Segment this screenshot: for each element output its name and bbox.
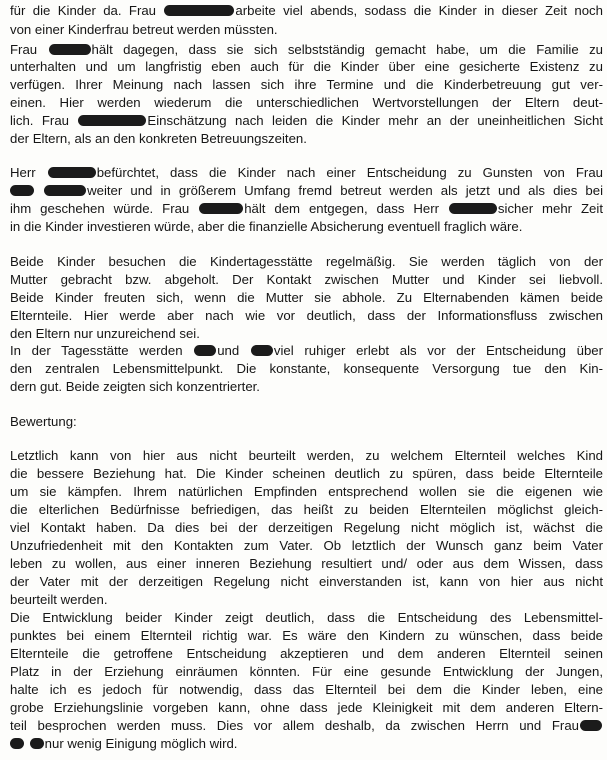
- redaction-bar: [580, 720, 602, 731]
- redaction-bar: [164, 5, 234, 16]
- text-segment: arbeite viel abends, sodass die Kinder in dieser Zeit noch: [235, 3, 603, 18]
- text-line: [10, 59, 603, 76]
- text-segment: für die Kinder da. Frau: [10, 3, 164, 18]
- text-line: [10, 254, 603, 271]
- text-line: [10, 484, 603, 501]
- text-segment: dern gut. Beide zeigten sich konzentrierter.: [10, 379, 260, 394]
- text-segment: befürchtet, dass die Kinder nach einer Entscheidung zu Gunsten von Frau: [96, 165, 603, 180]
- text-segment: den zentralen Lebensmittelpunkt. Die konstante, konsequente Versorgung tue den Kin-: [10, 361, 603, 376]
- text-line: [10, 682, 603, 699]
- text-segment: den Eltern nur unzureichend sei.: [10, 326, 200, 341]
- text-segment: beurteilt werden.: [10, 592, 108, 607]
- text-line: [10, 3, 603, 20]
- text-line: [10, 95, 603, 112]
- text-line: [10, 42, 603, 59]
- redaction-bar: [194, 345, 216, 356]
- text-segment: Einschätzung nach leiden die Kinder mehr an der uneinheitlichen Sicht: [147, 113, 603, 128]
- text-segment: Frau: [10, 42, 48, 57]
- text-line: [10, 165, 603, 182]
- text-line: [10, 448, 603, 465]
- text-line: [10, 343, 603, 360]
- text-segment: Letztlich kann von hier aus nicht beurteilt werden, zu welchem Elternteil welches Kind: [10, 448, 603, 463]
- text-segment: um sie kämpfen. Ihrem natürlichen Empfinden entsprechend wollen sie die eigenen wie: [10, 484, 603, 499]
- text-segment: viel ruhiger erlebt als vor der Entscheidung über: [273, 343, 604, 358]
- text-line: [10, 556, 603, 573]
- text-segment: grobe Erziehungslinie vorgeben kann, ohne dass jede Kleinigkeit mit dem anderen Eltern-: [10, 700, 603, 715]
- text-segment: Platz in der Erziehung einräumen könnten. Für eine gesunde Entwicklung der Jungen,: [10, 664, 603, 679]
- redaction-bar: [251, 345, 273, 356]
- text-line: [10, 664, 603, 681]
- text-segment: einen. Hier werden wiederum die unterschiedlichen Wertvorstellungen der Eltern deut-: [10, 95, 603, 110]
- redaction-bar: [30, 738, 44, 749]
- text-segment: In der Tagesstätte werden: [10, 343, 194, 358]
- text-segment: lich. Frau: [10, 113, 78, 128]
- redaction-bar: [48, 167, 96, 178]
- text-segment: sicher mehr Zeit: [497, 201, 603, 216]
- text-segment: teil besprochen werden muss. Dies vor allem deshalb, da zwischen Herrn und Frau: [10, 718, 579, 733]
- text-line: [10, 326, 603, 343]
- redaction-bar: [199, 203, 243, 214]
- text-segment: Elternteile. Hier werde aber nach wie vor deutlich, dass der Informationsfluss zwischen: [10, 308, 603, 323]
- text-segment: in die Kinder investieren würde, aber die finanzielle Absicherung eventuell fraglich wäre.: [10, 219, 523, 234]
- text-segment: unterhalten und um langfristig eben auch für die Kinder über eine gesicherte Existenz zu: [10, 59, 603, 74]
- text-line: [10, 538, 603, 555]
- text-line: [10, 414, 603, 431]
- text-line: [10, 361, 603, 378]
- redaction-bar: [449, 203, 497, 214]
- text-segment: Beide Kinder freuten sich, wenn die Mutter sie abhole. Zu Elternabenden kämen beide: [10, 290, 603, 305]
- text-line: [10, 379, 603, 396]
- text-segment: der Vater mit der derzeitigen Regelung nicht einverstanden ist, kann von hier aus nicht: [10, 574, 603, 589]
- text-line: [10, 290, 603, 307]
- text-line: [10, 646, 603, 663]
- text-line: [10, 700, 603, 717]
- text-line: [10, 77, 603, 94]
- text-segment: Beide Kinder besuchen die Kindertagesstätte regelmäßig. Sie werden täglich von der: [10, 254, 603, 269]
- text-segment: leben zu wollen, aus einer inneren Beziehung resultiert und/ oder aus dem Wissen, dass: [10, 556, 603, 571]
- text-segment: hält dagegen, dass sie sich selbstständig gemacht habe, um die Familie zu: [91, 42, 603, 57]
- redaction-bar: [49, 44, 91, 55]
- text-segment: Mutter gebracht bzw. abgeholt. Der Kontakt zwischen Mutter und Kinder sei liebvoll.: [10, 272, 603, 287]
- text-segment: und: [217, 343, 250, 358]
- text-segment: Elternteile die getroffene Entscheidung akzeptieren und dem anderen Elternteil seinen: [10, 646, 603, 661]
- text-line: [10, 574, 603, 591]
- text-line: [10, 183, 603, 200]
- text-line: [10, 466, 603, 483]
- text-segment: der Eltern, als an den konkreten Betreuungszeiten.: [10, 131, 307, 146]
- text-line: [10, 219, 603, 236]
- text-segment: die bessere Beziehung hat. Die Kinder scheinen deutlich zu spüren, dass beide Elternteile: [10, 466, 603, 481]
- text-line: [10, 520, 603, 537]
- text-line: [10, 502, 603, 519]
- text-segment: halte ich es jedoch für notwendig, dass das Elternteil bei dem die Kinder leben, eine: [10, 682, 603, 697]
- text-line: [10, 628, 603, 645]
- text-segment: verfügen. Ihrer Meinung nach lassen sich ihre Termine und die Kinderbetreuung gut ver-: [10, 77, 603, 92]
- text-segment: Herr: [10, 165, 47, 180]
- redaction-bar: [10, 738, 24, 749]
- redaction-bar: [44, 185, 86, 196]
- text-line: [10, 610, 603, 627]
- text-segment: von einer Kinderfrau betreut werden müssten.: [10, 22, 278, 37]
- text-line: [10, 201, 603, 218]
- text-line: [10, 22, 603, 39]
- text-line: [10, 131, 603, 148]
- text-segment: nur wenig Einigung möglich wird.: [44, 736, 238, 751]
- text-segment: hält dem entgegen, dass Herr: [244, 201, 448, 216]
- text-segment: ihm geschehen würde. Frau: [10, 201, 199, 216]
- text-line: [10, 718, 603, 735]
- redaction-bar: [10, 185, 34, 196]
- text-segment: die elterlichen Bedürfnisse befriedigen, das heißt zu beiden Elternteilen möglichst gleich-: [10, 502, 603, 517]
- text-segment: weiter und in größerem Umfang fremd betreut werden als jetzt und als dies bei: [87, 183, 603, 198]
- text-segment: Unzufriedenheit mit den Kontakten zum Vater. Ob letztlich der Wunsch ganz beim Vater: [10, 538, 603, 553]
- text-line: [10, 272, 603, 289]
- text-line: [10, 308, 603, 325]
- text-segment: viel Kontakt haben. Da dies bei der derzeitigen Regelung nicht möglich ist, wächst die: [10, 520, 603, 535]
- text-segment: Die Entwicklung beider Kinder zeigt deutlich, dass die Entscheidung des Lebensmittel-: [10, 610, 603, 625]
- text-line: [10, 592, 603, 609]
- text-line: [10, 113, 603, 130]
- text-line: [10, 736, 603, 753]
- text-segment: punktes bei einem Elternteil richtig war. Es wäre den Kindern zu wünschen, dass beide: [10, 628, 603, 643]
- redaction-bar: [78, 115, 146, 126]
- text-segment: Bewertung:: [10, 414, 77, 429]
